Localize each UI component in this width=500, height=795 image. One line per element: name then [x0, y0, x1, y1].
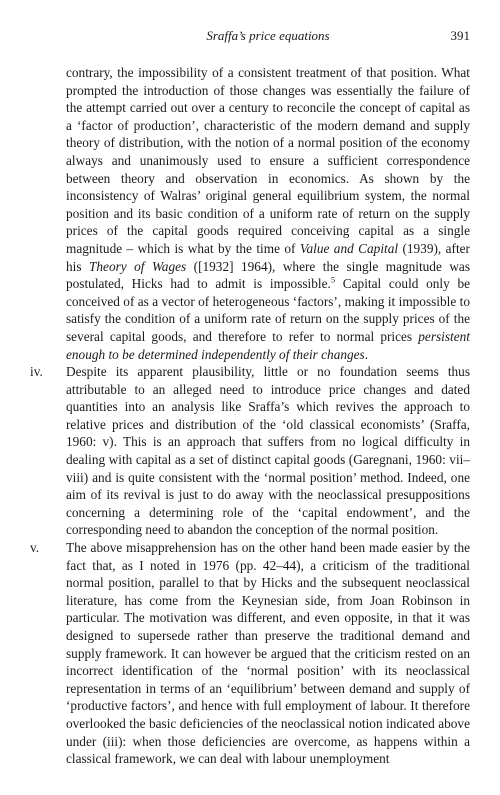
list-item-number: v. [30, 540, 40, 556]
paragraph-text: Capital could only be conceived of as a vector of heterogeneous ‘factors’, making it impossible to satisfy the condition of a uniform rate of return on the supply prices of the several capital goods, and therefore to refer to normal prices [66, 276, 470, 344]
page-number: 391 [450, 28, 470, 43]
list-item-text: The above misapprehension has on the other hand been made easier by the fact that, as I noted in 1976 (pp. 42–44), a criticism of the traditional normal position, parallel to that by Hicks and the subsequent neoclassical literature, has come from the Keynesian side, from Joan Robinson in particular. The motivation was different, and even opposite, in that it was designed to supersede rather than preserve the traditional demand and supply framework. It can however be argued that the criticism rested on an incorrect identification of the ‘normal position’ with its neoclassical representation in terms of an ‘equilibrium’ between demand and supply of ‘productive factors’, and hence with full employment of labour. It therefore overlooked the basic deficiencies of the neoclassical notion indicated above under (iii): when those deficiencies are overcome, as happens within a classical framework, we can deal with labour unemployment [66, 540, 470, 767]
book-title-theory-of-wages: Theory of Wages [89, 258, 187, 274]
list-item-iv [30, 363, 470, 539]
book-title-value-and-capital: Value and Capital [299, 240, 399, 256]
paragraph-text: contrary, the impossibility of a consistent treatment of that position. What prompted the introduction of those changes was essentially the failure of the attempt carried out over a century to reconcile the concept of capital as a ‘factor of production’, characteristic of the modern demand and supply theory of distribution, with the notion of a normal position of the economy always and unanimously used to ensure a sufficient correspondence between theory and observation in economics. As shown by the inconsistency of Walras’ original general equilibrium system, the normal position and its basic condition of a uniform rate of return on the supply prices of the capital goods required conceiving capital as a single magnitude – which is what by the time of [66, 65, 470, 256]
list-item-number: iv. [30, 364, 43, 380]
emphasized-phrase: persistent enough to be determined independently of their changes [66, 328, 470, 362]
body-text [30, 64, 471, 768]
footnote-reference: 5 [330, 274, 336, 285]
paragraph-text: . [364, 346, 369, 362]
paragraph-text: (1939), after his [66, 240, 470, 274]
list-item-text: Despite its apparent plausibility, little or no foundation seems thus attributable to an alleged need to introduce price changes and dated quantities into an analysis like Sraffa’s which revives the approach to relative prices and distribution of the ‘old classical economists’ (Sraffa, 1960: v). This is an approach that suffers from no logical difficulty in dealing with capital as a set of distinct capital goods (Garegnani, 1960: vii–viii) and is quite consistent with the ‘normal position’ method. Indeed, one aim of its revival is just to do away with the neoclassical presuppositions concerning a determining role of the ‘capital endowment’, and the corresponding need to abandon the conception of the normal position. [66, 364, 470, 538]
continued-paragraph [66, 64, 470, 363]
running-title: Sraffa’s price equations [206, 28, 330, 43]
page-header [66, 28, 470, 46]
paragraph-text: ([1932] 1964), where the single magnitude was postulated, Hicks had to admit is impossible. [66, 258, 471, 292]
list-item-v [30, 539, 470, 768]
